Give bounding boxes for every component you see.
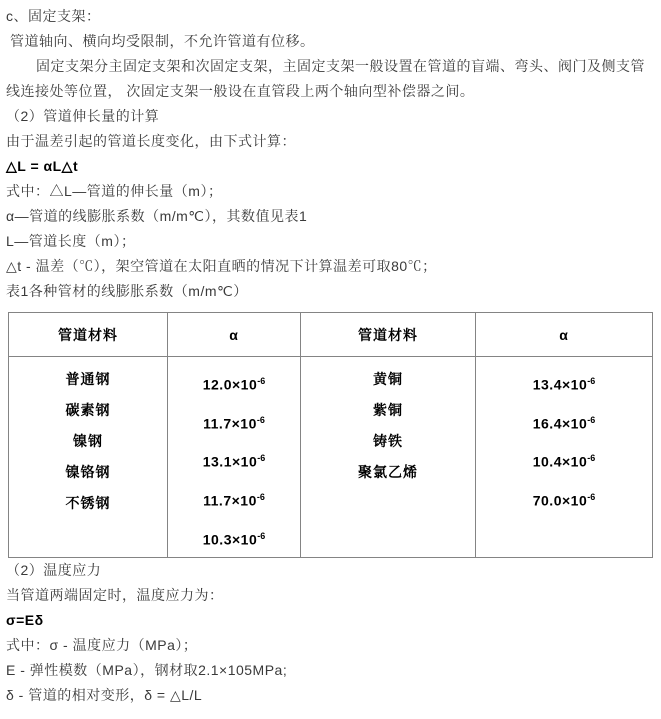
- alpha-value: $11.7\times 10^{-6}$: [203, 414, 265, 432]
- material-name: 碳素钢: [65, 402, 111, 418]
- header-material-right: 管道材料: [301, 313, 476, 357]
- header-alpha-left: α: [168, 313, 301, 357]
- exponent: -6: [587, 414, 596, 425]
- para-def-alpha: α—管道的线膨胀系数（m/m℃），其数值见表1: [6, 208, 308, 224]
- material-name: 紫铜: [373, 402, 403, 418]
- expansion-coefficient-table: [8, 312, 653, 558]
- formula-elongation: △L = αL△t: [6, 158, 79, 174]
- heading-elongation-calc: （2）管道伸长量的计算: [6, 108, 160, 124]
- material-name: 镍铬钢: [65, 464, 111, 480]
- para-def-delta: δ - 管道的相对变形，δ = △L/L: [6, 687, 203, 704]
- para-def-sigma: 式中：σ - 温度应力（MPa）；: [6, 637, 198, 654]
- exponent: -6: [256, 414, 265, 425]
- formula-stress: σ=Eδ: [6, 612, 44, 629]
- para-def-modulus: E - 弹性模数（MPa），钢材取2.1×105MPa;: [6, 662, 288, 679]
- exponent: -6: [587, 491, 596, 502]
- alpha-value: $70.0\times 10^{-6}$: [532, 491, 596, 509]
- material-name: 铸铁: [373, 433, 403, 449]
- exponent: -6: [257, 530, 266, 541]
- para-def-length: L—管道长度（m）；: [6, 233, 136, 249]
- alpha-value: $12.0\times 10^{-6}$: [202, 376, 266, 393]
- alpha-value: $10.4\times 10^{-6}$: [532, 453, 596, 470]
- alpha-value: $16.4\times 10^{-6}$: [532, 414, 596, 432]
- table-caption: 表1各种管材的线膨胀系数（m/m℃）: [6, 283, 248, 299]
- alpha-value: $13.4\times 10^{-6}$: [532, 376, 596, 393]
- para-formula-intro: 由于温差引起的管道长度变化，由下式计算：: [6, 133, 296, 149]
- material-name: 聚氯乙烯: [358, 464, 418, 480]
- material-name: 黄铜: [373, 371, 403, 387]
- para-axial-constraint: 管道轴向、横向均受限制，不允许管道有位移。: [10, 33, 315, 49]
- heading-temp-stress: （2）温度应力: [6, 562, 102, 579]
- table-header-row: [9, 313, 653, 357]
- para-stress-intro: 当管道两端固定时，温度应力为：: [6, 587, 224, 604]
- header-material-left: 管道材料: [9, 313, 168, 357]
- materials-cell-right: [301, 357, 476, 558]
- para-support-types: 固定支架分主固定支架和次固定支架，主固定支架一般设置在管道的盲端、弯头、阀门及侧支管线连接处等位置， 次固定支架一般设在直管段上两个轴向型补偿器之间。: [6, 58, 645, 99]
- exponent: -6: [257, 376, 266, 386]
- alpha-value: $13.1\times 10^{-6}$: [202, 453, 266, 470]
- material-name: 镍钢: [73, 433, 103, 449]
- heading-fixed-support: c、固定支架：: [6, 8, 101, 24]
- alpha-cell-left: [168, 357, 301, 558]
- header-alpha-right: α: [476, 313, 653, 357]
- exponent: -6: [256, 491, 265, 502]
- alpha-value: $10.3\times 10^{-6}$: [202, 530, 266, 548]
- alpha-cell-right: [476, 357, 653, 558]
- alpha-value: $11.7\times 10^{-6}$: [203, 491, 265, 509]
- table-body-row: [9, 357, 653, 558]
- materials-cell-left: [9, 357, 168, 558]
- exponent: -6: [587, 376, 596, 386]
- exponent: -6: [257, 453, 266, 464]
- para-def-dl: 式中：△L—管道的伸长量（m）；: [6, 183, 223, 199]
- material-name: 普通钢: [65, 371, 111, 387]
- exponent: -6: [587, 453, 596, 464]
- para-def-dt: △t - 温差（℃），架空管道在太阳直晒的情况下计算温差可取80℃；: [6, 258, 437, 274]
- material-name: 不锈钢: [65, 495, 111, 511]
